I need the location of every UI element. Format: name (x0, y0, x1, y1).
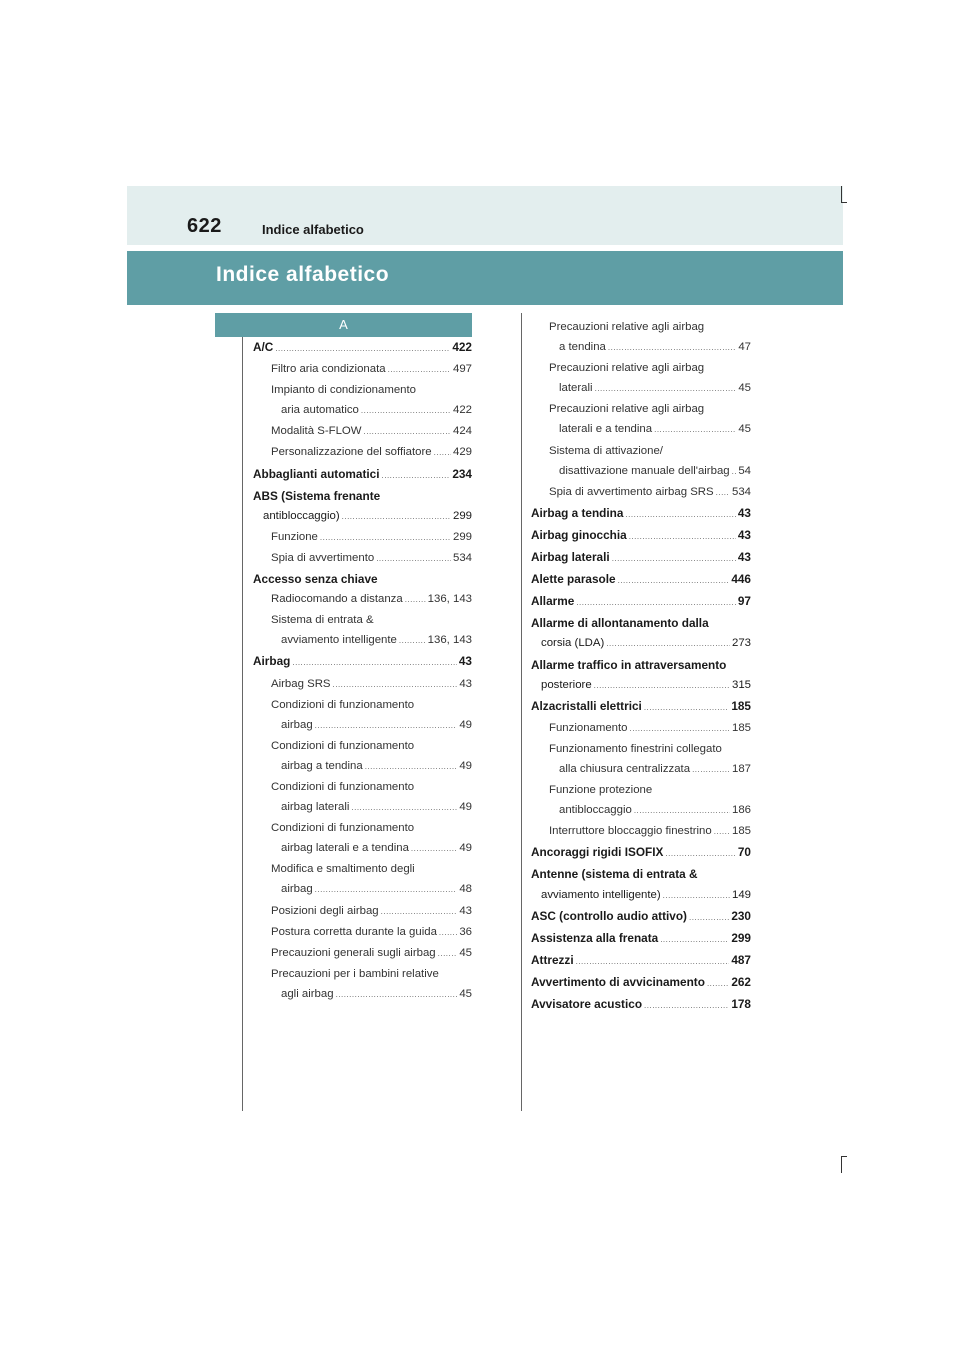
index-entry (253, 901, 472, 922)
index-entry-page: 185 (731, 825, 751, 838)
index-entry-term: Avvertimento di avvicinamento (531, 974, 705, 989)
dot-leader (707, 974, 729, 994)
index-entry (531, 906, 751, 928)
index-entry-term: Airbag a tendina (531, 505, 624, 520)
index-entry-term: Precauzioni relative agli airbag (549, 403, 705, 416)
index-entry-term: Accesso senza chiave (253, 572, 378, 587)
index-entry (253, 922, 472, 943)
index-entry (253, 548, 472, 569)
dot-leader (275, 339, 450, 359)
dot-leader (714, 822, 730, 842)
index-entry (531, 675, 751, 696)
index-entry-term: airbag laterali (281, 801, 350, 814)
index-entry-term: Antenne (sistema di entrata & (531, 867, 698, 882)
index-entry-term: Precauzioni generali sugli airbag (271, 946, 436, 959)
index-entry-page: 185 (731, 721, 751, 734)
index-entry (253, 943, 472, 964)
index-entry-term: Funzionamento finestrini collegato (549, 742, 722, 755)
dot-leader (654, 420, 736, 440)
index-entry-term: airbag a tendina (281, 759, 363, 772)
crop-mark (841, 1156, 842, 1173)
index-entry-page: 45 (459, 946, 472, 959)
index-entry-term: antibloccaggio (559, 804, 632, 817)
page-header (127, 186, 843, 245)
column-rule-left (242, 337, 243, 1111)
index-entry (253, 651, 472, 673)
index-entry (531, 780, 751, 800)
index-entry (531, 655, 751, 675)
index-entry-page: 43 (737, 550, 751, 565)
index-entry (253, 464, 472, 486)
index-entry-term: Interruttore bloccaggio finestrino (549, 825, 712, 838)
index-entry-term: avviamento intelligente) (541, 888, 661, 901)
index-entry-term: Allarme traffico in attraversamento (531, 657, 727, 672)
index-entry (253, 964, 472, 984)
crop-mark (841, 202, 847, 203)
index-entry-page: 54 (738, 464, 751, 477)
index-entry-term: Funzionamento (549, 721, 628, 734)
index-entry-page: 534 (731, 485, 751, 498)
index-entry-term: posteriore (541, 678, 592, 691)
dot-leader (315, 716, 458, 736)
index-entry-page: 43 (737, 505, 751, 520)
index-entry-page: 49 (459, 801, 472, 814)
index-entry (531, 885, 751, 906)
dot-leader (644, 996, 729, 1016)
index-entry (253, 674, 472, 695)
dot-leader (595, 379, 737, 399)
index-entry-page: 48 (459, 883, 472, 896)
index-entry-page: 136, 143 (427, 593, 472, 606)
index-entry (531, 864, 751, 884)
index-entry-term: Funzione protezione (549, 784, 653, 797)
index-entry-page: 230 (731, 908, 751, 923)
index-entry-term: Precauzioni per i bambini relative (271, 967, 439, 980)
index-entry-term: Alzacristalli elettrici (531, 698, 642, 713)
index-entry (531, 399, 751, 419)
dot-leader (629, 527, 736, 547)
index-entry-term: Postura corretta durante la guida (271, 925, 437, 938)
index-entry-page: 446 (731, 572, 751, 587)
dot-leader (382, 466, 451, 486)
dot-leader (625, 505, 735, 525)
index-entry (531, 821, 751, 842)
index-entry-page: 49 (459, 718, 472, 731)
index-entry-term: Condizioni di funzionamento (271, 780, 415, 793)
index-entry-term: Precauzioni relative agli airbag (549, 362, 705, 375)
index-entry (253, 838, 472, 859)
index-entry (531, 972, 751, 994)
dot-leader (606, 634, 730, 654)
index-entry (531, 928, 751, 950)
dot-leader (608, 338, 736, 358)
index-entry (531, 633, 751, 654)
index-entry-term: Filtro aria condizionata (271, 363, 386, 376)
dot-leader (689, 908, 729, 928)
index-entry-page: 136, 143 (427, 634, 472, 647)
index-entry (253, 506, 472, 527)
index-entry (253, 380, 472, 400)
index-entry-page: 47 (738, 341, 751, 354)
dot-leader (439, 923, 457, 943)
index-entry-page: 186 (731, 804, 751, 817)
index-entry-page: 49 (459, 759, 472, 772)
dot-leader (663, 886, 730, 906)
index-entry (531, 569, 751, 591)
dot-leader (320, 528, 451, 548)
index-entry (253, 569, 472, 589)
dot-leader (660, 930, 729, 950)
index-entry-term: Airbag ginocchia (531, 527, 627, 542)
index-entry (253, 610, 472, 630)
index-entry-term: Modifica e smaltimento degli (271, 863, 415, 876)
index-entry (531, 739, 751, 759)
index-entry-page: 45 (738, 382, 751, 395)
index-entry-page: 49 (459, 842, 472, 855)
index-entry-page: 45 (738, 423, 751, 436)
index-entry-term: avviamento intelligente (281, 634, 397, 647)
index-entry (253, 879, 472, 900)
index-entry-page: 497 (452, 363, 472, 376)
index-entry (253, 337, 472, 359)
index-entry (253, 442, 472, 463)
index-entry-term: Allarme di allontanamento dalla (531, 616, 709, 631)
index-entry-term: Condizioni di funzionamento (271, 739, 415, 752)
dot-leader (630, 719, 730, 739)
index-entry (531, 461, 751, 482)
dot-leader (692, 760, 730, 780)
index-entry-term: Precauzioni relative agli airbag (549, 321, 705, 333)
index-entry-term: laterali e a tendina (559, 423, 653, 436)
dot-leader (315, 880, 458, 900)
dot-leader (612, 549, 736, 569)
index-entry-page: 43 (459, 904, 472, 917)
index-entry-term: Impianto di condizionamento (271, 384, 417, 397)
index-entry (531, 994, 751, 1016)
dot-leader (336, 985, 458, 1005)
index-entry (253, 359, 472, 380)
dot-leader (381, 902, 458, 922)
index-entry-term: airbag laterali e a tendina (281, 842, 409, 855)
index-entry-page: 299 (452, 530, 472, 543)
index-entry (531, 613, 751, 633)
index-entry (531, 378, 751, 399)
dot-leader (351, 798, 457, 818)
index-entry-page: 299 (452, 509, 472, 522)
index-entry (531, 441, 751, 461)
dot-leader (364, 422, 451, 442)
dot-leader (411, 839, 457, 859)
index-entry-term: disattivazione manuale dell'airbag (559, 464, 730, 477)
index-entry-page: 187 (731, 762, 751, 775)
index-entry (253, 818, 472, 838)
dot-leader (716, 483, 730, 503)
index-entry (531, 950, 751, 972)
dot-leader (665, 844, 735, 864)
dot-leader (333, 675, 458, 695)
index-entry (531, 547, 751, 569)
index-entry-term: ASC (controllo audio attivo) (531, 908, 687, 923)
index-entry-page: 273 (731, 637, 751, 650)
index-entry-term: Airbag laterali (531, 550, 610, 565)
dot-leader (576, 952, 730, 972)
index-entry-page: 43 (458, 654, 472, 669)
index-entry (253, 756, 472, 777)
index-entry-page: 299 (731, 930, 751, 945)
index-entry-term: A/C (253, 340, 274, 354)
index-entry (531, 696, 751, 718)
index-entry-term: a tendina (559, 341, 606, 354)
index-entry-page: 178 (731, 997, 751, 1011)
index-entry (531, 419, 751, 440)
index-entry-term: airbag (281, 718, 313, 731)
page-number: 622 (187, 215, 222, 237)
index-column-left (253, 337, 472, 1005)
index-entry-term: laterali (559, 382, 593, 395)
index-entry-page: 43 (737, 527, 751, 542)
dot-leader (732, 462, 737, 482)
index-entry-term: agli airbag (281, 987, 334, 1000)
index-entry (531, 358, 751, 378)
index-entry (531, 759, 751, 780)
index-entry (253, 777, 472, 797)
section-letter-tab: A (215, 313, 472, 337)
index-entry-term: Personalizzazione del soffiatore (271, 446, 432, 459)
index-entry (253, 630, 472, 651)
index-entry-page: 262 (731, 974, 751, 989)
dot-leader (388, 360, 451, 380)
index-entry-page: 97 (737, 594, 751, 609)
index-entry-term: Condizioni di funzionamento (271, 822, 415, 835)
column-rule-middle (521, 313, 522, 1111)
dot-leader (594, 676, 730, 696)
index-entry-term: ABS (Sistema frenante (253, 488, 381, 503)
crop-mark (841, 1156, 847, 1157)
index-entry-term: antibloccaggio) (263, 509, 340, 522)
dot-leader (438, 944, 458, 964)
index-entry-page: 45 (459, 987, 472, 1000)
index-entry (531, 842, 751, 864)
index-entry (253, 527, 472, 548)
index-entry (531, 591, 751, 613)
index-entry (253, 984, 472, 1005)
index-entry (253, 736, 472, 756)
index-entry-term: Airbag (253, 654, 291, 669)
index-entry (253, 486, 472, 506)
dot-leader (405, 590, 426, 610)
page-title: Indice alfabetico (216, 263, 390, 286)
index-entry-page: 422 (452, 404, 472, 417)
index-entry (253, 695, 472, 715)
index-entry-page: 487 (731, 952, 751, 967)
index-entry-term: alla chiusura centralizzata (559, 762, 691, 775)
index-entry-page: 149 (731, 888, 751, 901)
index-entry-page: 424 (452, 425, 472, 438)
dot-leader (618, 571, 730, 591)
index-entry (253, 797, 472, 818)
index-entry-page: 315 (731, 678, 751, 691)
index-entry-term: Abbaglianti automatici (253, 466, 380, 481)
index-entry-term: Allarme (531, 594, 575, 609)
index-entry-term: Sistema di attivazione/ (549, 444, 663, 457)
index-entry-page: 185 (731, 698, 751, 713)
dot-leader (365, 757, 458, 777)
index-entry (531, 800, 751, 821)
index-entry-term: aria automatico (281, 404, 359, 417)
index-entry-page: 534 (452, 551, 472, 564)
dot-leader (434, 443, 451, 463)
index-entry-page: 429 (452, 446, 472, 459)
index-entry-term: corsia (LDA) (541, 637, 605, 650)
index-entry (253, 715, 472, 736)
index-entry-page: 36 (459, 925, 472, 938)
index-entry (253, 859, 472, 879)
dot-leader (634, 801, 730, 821)
index-entry-page: 422 (452, 340, 472, 354)
dot-leader (644, 698, 730, 718)
index-entry-term: Assistenza alla frenata (531, 930, 659, 945)
dot-leader (342, 507, 451, 527)
index-entry-term: Spia di avvertimento (271, 551, 375, 564)
dot-leader (292, 653, 457, 673)
index-entry-term: Modalità S-FLOW (271, 425, 362, 438)
index-entry (253, 400, 472, 421)
index-entry-term: Attrezzi (531, 952, 574, 967)
running-header-title: Indice alfabetico (262, 222, 364, 237)
index-entry (531, 482, 751, 503)
index-entry (531, 525, 751, 547)
index-entry-term: Posizioni degli airbag (271, 904, 379, 917)
index-entry-term: Condizioni di funzionamento (271, 698, 415, 711)
index-entry-term: Ancoraggi rigidi ISOFIX (531, 845, 664, 860)
index-entry (531, 503, 751, 525)
index-entry-page: 70 (737, 845, 751, 860)
crop-mark (841, 186, 842, 203)
index-entry-term: airbag (281, 883, 313, 896)
index-entry-page: 43 (459, 677, 472, 690)
index-entry-term: Funzione (271, 530, 318, 543)
index-entry-page: 234 (452, 466, 472, 481)
dot-leader (399, 631, 426, 651)
index-entry (531, 317, 751, 337)
index-entry-term: Sistema di entrata & (271, 614, 374, 627)
index-entry (531, 718, 751, 739)
index-column-right (531, 317, 751, 1016)
dot-leader (576, 593, 736, 613)
index-entry-term: Alette parasole (531, 572, 616, 587)
index-entry (253, 589, 472, 610)
index-entry-term: Radiocomando a distanza (271, 593, 403, 606)
index-entry-term: Avvisatore acustico (531, 997, 643, 1011)
dot-leader (376, 549, 451, 569)
index-entry (253, 421, 472, 442)
index-entry-term: Airbag SRS (271, 677, 331, 690)
dot-leader (361, 401, 451, 421)
index-entry (531, 337, 751, 358)
index-entry-term: Spia di avvertimento airbag SRS (549, 485, 714, 498)
